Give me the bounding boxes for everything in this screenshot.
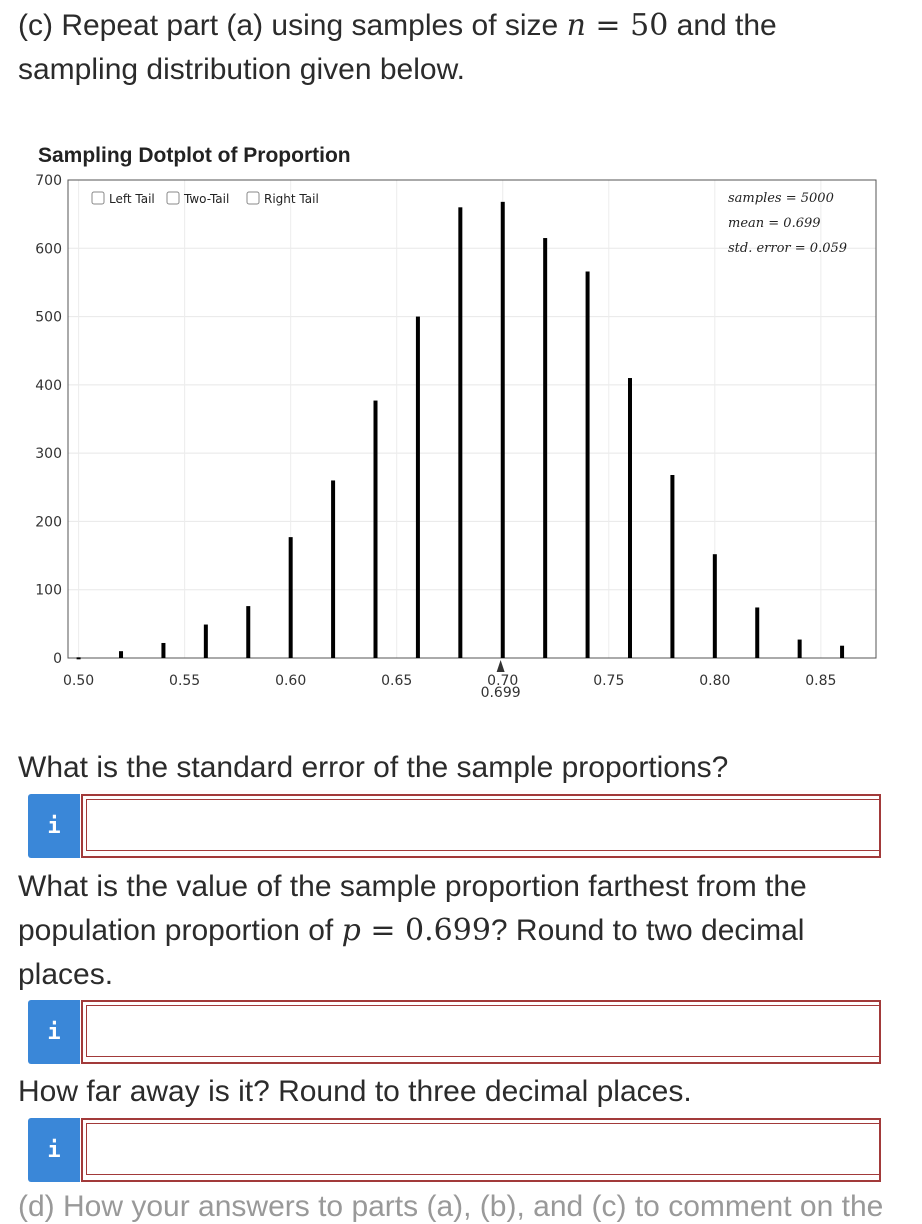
answer-box-1: [81, 794, 881, 858]
q2-text-b: ? Round to two decimal places.: [18, 914, 805, 991]
dotplot-svg: [0, 170, 922, 710]
dot-stack-bar: [670, 475, 674, 658]
x-tick-label: 0.70: [487, 673, 519, 689]
question-how-far: How far away is it? Round to three decimal places.: [18, 1075, 692, 1108]
dot-stack-bar: [755, 607, 759, 658]
dot-stack-bar: [840, 646, 844, 658]
dot-stack-bar: [713, 554, 717, 658]
q2-num: 0.699: [405, 913, 491, 948]
answer-input-farthest-proportion[interactable]: [86, 1005, 880, 1057]
answer-input-standard-error[interactable]: [86, 799, 880, 851]
dot-stack-bar: [119, 651, 123, 658]
dotplot-chart: [0, 170, 922, 715]
q2-eq: =: [360, 913, 406, 948]
dot-stack-bar: [204, 625, 208, 658]
x-tick-label: 0.55: [169, 673, 201, 689]
part-c-var: n: [566, 8, 586, 43]
dot-stack-bar: [331, 480, 335, 658]
x-tick-label: 0.50: [63, 673, 95, 689]
q2-text-a: What is the value of the sample proportion farthest from the population proportion of: [18, 870, 807, 947]
y-tick-label: 300: [35, 446, 62, 463]
answer-box-2: [81, 1000, 881, 1064]
info-icon[interactable]: i: [28, 794, 80, 858]
dot-stack-bar: [77, 657, 81, 659]
tail-checkbox[interactable]: [167, 192, 179, 204]
x-tick-label: 0.65: [381, 673, 413, 689]
part-c-prompt: [18, 4, 898, 92]
answer-row-2: [28, 1000, 880, 1064]
answer-box-3: [81, 1118, 881, 1182]
dot-stack-bar: [289, 537, 293, 658]
next-part-cut-text: (d) How your answers to parts (a), (b), and (c) to comment on the: [18, 1190, 884, 1223]
answer-row-1: [28, 794, 880, 858]
x-tick-label: 0.80: [699, 673, 731, 689]
question-standard-error: What is the standard error of the sample proportions?: [18, 751, 729, 784]
stats-line: samples = 5000: [728, 191, 834, 206]
x-tick-label: 0.75: [593, 673, 625, 689]
dot-stack-bar: [628, 378, 632, 658]
dot-stack-bar: [374, 401, 378, 658]
x-tick-label: 0.85: [805, 673, 837, 689]
info-icon[interactable]: i: [28, 1118, 80, 1182]
part-c-prefix: (c) Repeat part (a) using samples of size: [18, 9, 567, 42]
stats-line: std. error = 0.059: [728, 241, 848, 256]
dot-stack-bar: [161, 643, 165, 658]
x-tick-label: 0.60: [275, 673, 307, 689]
info-icon[interactable]: i: [28, 1000, 80, 1064]
answer-row-3: [28, 1118, 880, 1182]
question-farthest-proportion: [18, 865, 898, 997]
mean-marker-label: 0.699: [480, 685, 521, 701]
dot-stack-bar: [543, 238, 547, 658]
y-tick-label: 100: [35, 582, 62, 599]
dot-stack-bar: [416, 317, 420, 658]
tail-checkbox[interactable]: [92, 192, 104, 204]
y-tick-label: 400: [35, 377, 62, 394]
part-c-num: 50: [630, 8, 669, 43]
stats-line: mean = 0.699: [728, 216, 821, 231]
answer-input-distance[interactable]: [86, 1123, 880, 1175]
dot-stack-bar: [458, 207, 462, 658]
part-c-suffix: and the sampling distribution given below.: [18, 9, 777, 86]
y-tick-label: 200: [35, 514, 62, 531]
y-tick-label: 500: [35, 309, 62, 326]
y-tick-label: 0: [53, 651, 62, 667]
q2-var: p: [341, 913, 361, 948]
dot-stack-bar: [798, 640, 802, 658]
tail-checkbox-label: Two-Tail: [184, 192, 230, 206]
part-c-eq: =: [585, 8, 631, 43]
tail-checkbox-label: Right Tail: [264, 192, 319, 206]
tail-checkbox[interactable]: [247, 192, 259, 204]
y-tick-label: 600: [35, 241, 62, 258]
dot-stack-bar: [586, 272, 590, 658]
tail-checkbox-label: Left Tail: [109, 192, 155, 206]
chart-title: Sampling Dotplot of Proportion: [38, 144, 351, 167]
dot-stack-bar: [501, 202, 505, 658]
mean-marker-icon: [497, 660, 505, 672]
y-tick-label: 700: [35, 173, 62, 189]
dot-stack-bar: [246, 606, 250, 658]
